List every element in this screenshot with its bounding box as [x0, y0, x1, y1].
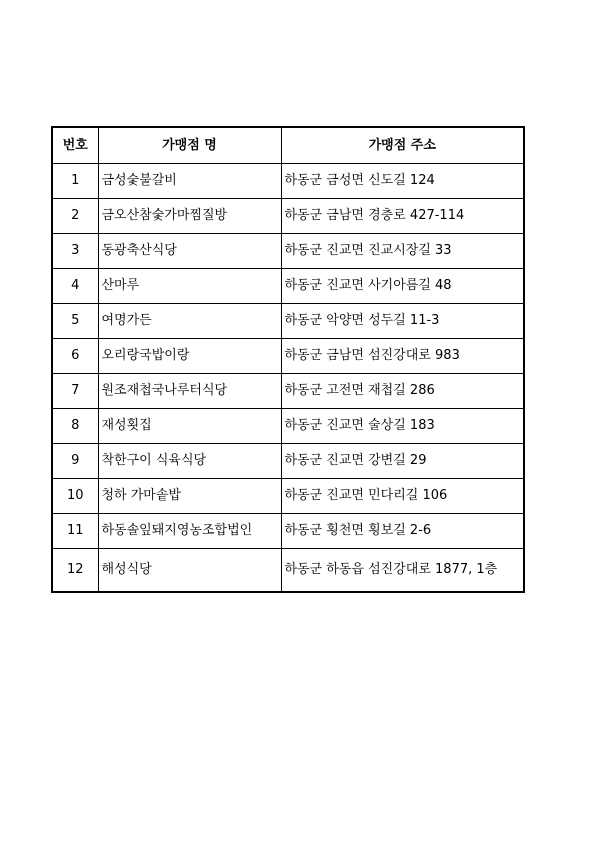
row-store-name: 원조재첩국나루터식당 [98, 374, 281, 409]
row-number: 6 [52, 339, 98, 374]
row-store-address: 하동군 진교면 술상길 183 [281, 409, 524, 444]
row-store-address: 하동군 금성면 신도길 124 [281, 164, 524, 199]
table-row [52, 234, 524, 269]
row-store-address: 하동군 금남면 경충로 427-114 [281, 199, 524, 234]
row-number: 7 [52, 374, 98, 409]
table-row [52, 479, 524, 514]
row-store-name: 여명가든 [98, 304, 281, 339]
row-store-address: 하동군 진교면 강변길 29 [281, 444, 524, 479]
table-row [52, 164, 524, 199]
row-store-address: 하동군 진교면 사기아름길 48 [281, 269, 524, 304]
row-number: 11 [52, 514, 98, 549]
row-number: 12 [52, 549, 98, 593]
table-row [52, 304, 524, 339]
row-number: 9 [52, 444, 98, 479]
row-store-address: 하동군 횡천면 횡보길 2-6 [281, 514, 524, 549]
row-number: 5 [52, 304, 98, 339]
table-row [52, 514, 524, 549]
table-row [52, 199, 524, 234]
table-row [52, 549, 524, 593]
table-row [52, 374, 524, 409]
row-number: 2 [52, 199, 98, 234]
row-store-name: 해성식당 [98, 549, 281, 593]
row-store-name: 금오산참숯가마찜질방 [98, 199, 281, 234]
row-store-name: 오리랑국밥이랑 [98, 339, 281, 374]
header-store-address: 가맹점 주소 [281, 127, 524, 164]
row-store-address: 하동군 진교면 민다리길 106 [281, 479, 524, 514]
row-store-name: 산마루 [98, 269, 281, 304]
row-number: 4 [52, 269, 98, 304]
row-store-address: 하동군 금남면 섬진강대로 983 [281, 339, 524, 374]
row-number: 1 [52, 164, 98, 199]
header-row [52, 127, 524, 164]
table-row [52, 409, 524, 444]
row-store-name: 하동솔잎돼지영농조합법인 [98, 514, 281, 549]
row-store-name: 금성숯불갈비 [98, 164, 281, 199]
row-store-name: 재성횟집 [98, 409, 281, 444]
table-row [52, 339, 524, 374]
row-store-address: 하동군 악양면 성두길 11-3 [281, 304, 524, 339]
row-store-address: 하동군 하동읍 섬진강대로 1877, 1층 [281, 549, 524, 593]
row-number: 3 [52, 234, 98, 269]
row-store-address: 하동군 진교면 진교시장길 33 [281, 234, 524, 269]
header-store-name: 가맹점 명 [98, 127, 281, 164]
row-store-address: 하동군 고전면 재첩길 286 [281, 374, 524, 409]
store-table [51, 126, 525, 593]
table-row [52, 444, 524, 479]
header-number: 번호 [52, 127, 98, 164]
row-number: 10 [52, 479, 98, 514]
row-number: 8 [52, 409, 98, 444]
row-store-name: 동광축산식당 [98, 234, 281, 269]
row-store-name: 청하 가마솥밥 [98, 479, 281, 514]
table-row [52, 269, 524, 304]
row-store-name: 착한구이 식육식당 [98, 444, 281, 479]
